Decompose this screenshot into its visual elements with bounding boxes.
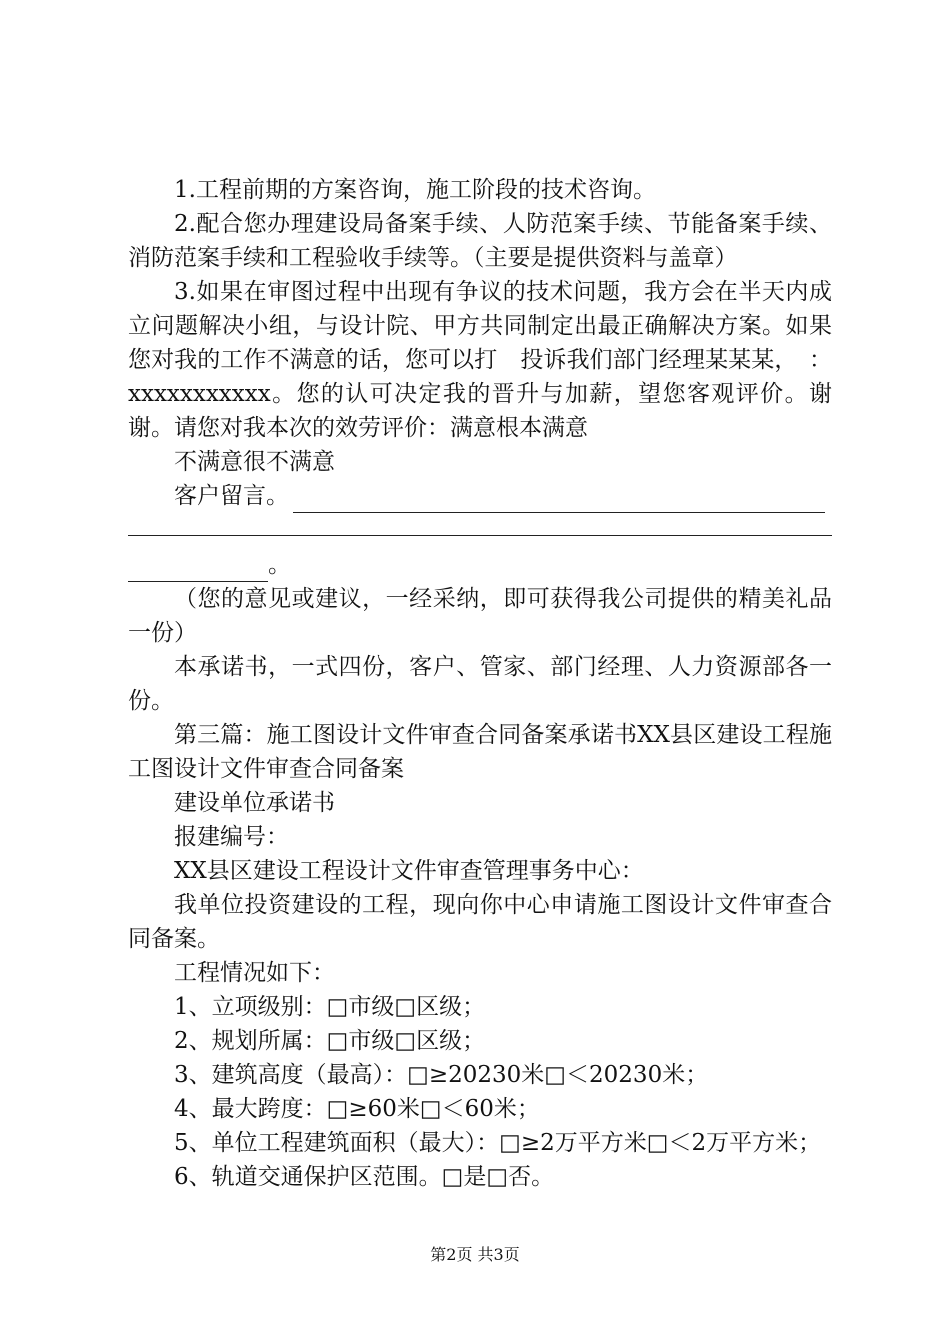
paragraph-copies: 本承诺书，一式四份，客户、管家、部门经理、人力资源部各一份。 [128, 654, 832, 714]
item-2: 2、规划所属：□市级□区级； [174, 1028, 486, 1054]
paragraph-project-intro: 工程情况如下： [174, 960, 335, 986]
paragraph-addressee: XX县区建设工程设计文件审查管理事务中心： [174, 858, 644, 884]
paragraph-2: 2.配合您办理建设局备案手续、人防范案手续、节能备案手续、消防范案手续和工程验收手续等。（主要是提供资料与盖章） [128, 211, 832, 271]
customer-message-end: 。 [268, 552, 291, 578]
paragraph-4: 不满意很不满意 [174, 449, 335, 475]
paragraph-commitment-title: 建设单位承诺书 [174, 790, 335, 816]
document-body [128, 173, 832, 1194]
item-1: 1、立项级别：□市级□区级； [174, 994, 486, 1020]
paragraph-report-number: 报建编号： [174, 824, 289, 850]
paragraph-3: 3.如果在审图过程中出现有争议的技术问题，我方会在半天内成立问题解决小组，与设计院、甲方共同制定出最正确解决方案。如果您对我的工作不满意的话，您可以打 投诉我们部门经理某某某， ：xxxxxxxxxxx。您的认可决定我的晋升与加薪，望您客观评价。谢谢。请您对我本次的效劳评价：满意根本满意 [128, 279, 832, 441]
page-footer: 第2页 共3页 [430, 1245, 520, 1264]
paragraph-suggestion: （您的意见或建议，一经采纳，即可获得我公司提供的精美礼品一份） [128, 586, 832, 646]
customer-message-line-1[interactable] [293, 490, 825, 513]
paragraph-chapter-3: 第三篇：施工图设计文件审查合同备案承诺书XX县区建设工程施工图设计文件审查合同备案 [128, 722, 832, 782]
paragraph-1: 1.工程前期的方案咨询，施工阶段的技术咨询。 [174, 177, 656, 203]
paragraph-application: 我单位投资建设的工程，现向你中心申请施工图设计文件审查合同备案。 [128, 892, 832, 952]
item-4: 4、最大跨度：□≥60米□＜60米； [174, 1096, 540, 1122]
customer-message-label: 客户留言。 [174, 483, 289, 509]
customer-message-row [128, 479, 832, 513]
item-3: 3、建筑高度（最高）：□≥20230米□＜20230米； [174, 1062, 709, 1088]
customer-message-line-3[interactable] [128, 559, 268, 582]
customer-message-line-2[interactable] [128, 513, 832, 536]
item-6: 6、轨道交通保护区范围。□是□否。 [174, 1164, 555, 1190]
item-5: 5、单位工程建筑面积（最大）：□≥2万平方米□＜2万平方米； [174, 1130, 822, 1156]
customer-message-end-row [128, 548, 832, 582]
